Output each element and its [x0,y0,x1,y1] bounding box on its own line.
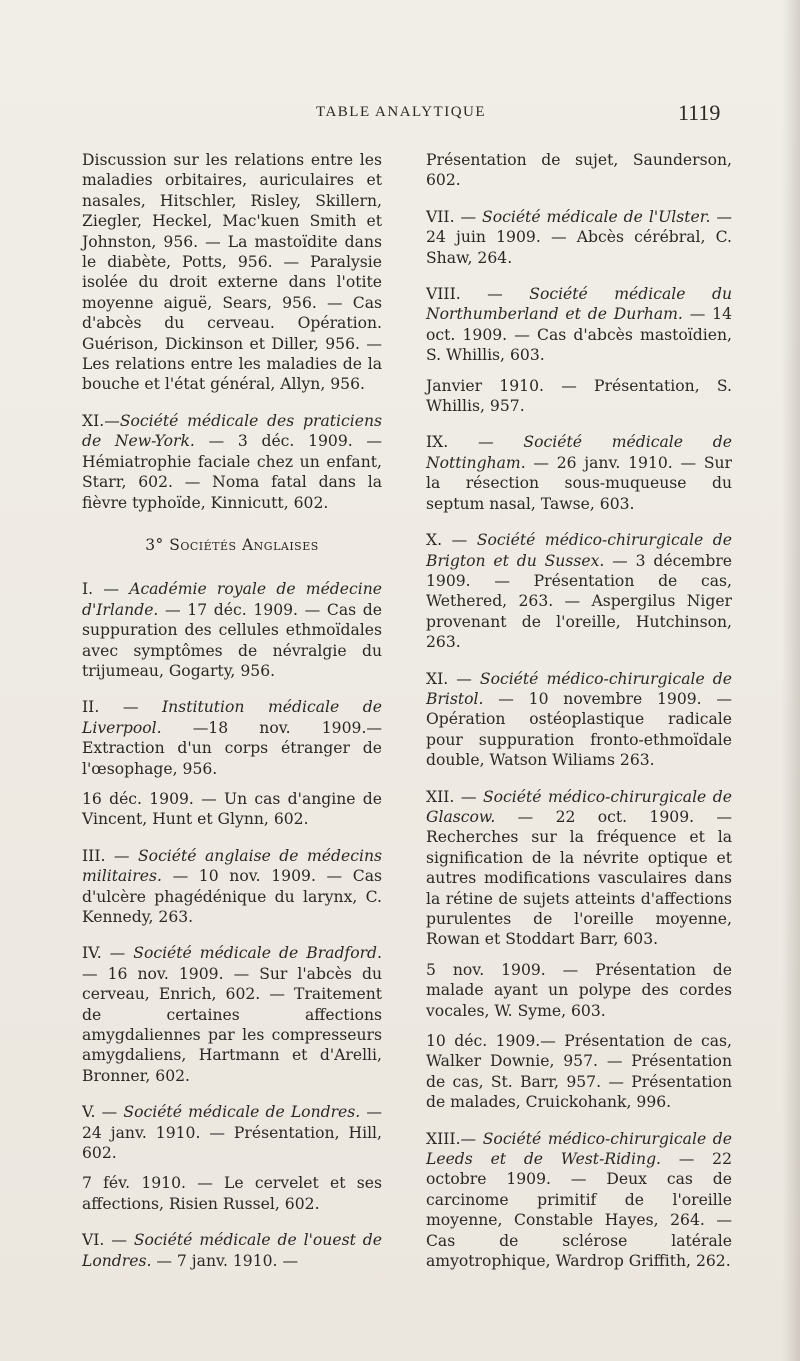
society-name: Société médicale de l'Ulster. [482,207,711,226]
entry-viii-continued: Janvier 1910. — Présentation, S. Whillis, 957. [426,376,732,416]
page-edge-shadow [782,0,800,1361]
entry-number: VIII. — [426,285,530,304]
entry-number: XII. — [426,787,483,806]
entry-number: VII. — [426,207,483,226]
left-column [82,150,382,1287]
society-name: Société médico-chirurgicale de Glascow. [426,787,732,826]
entry-number: X. — [426,531,477,550]
entry-number: II. — [82,698,162,717]
entry-discussion: Discussion sur les relations entre les maladies orbitaires, auriculaires et nasales, Hitschler, Risley, Skillern, Ziegler, Heckel, Mac'kuen Smith et Johnston, 956. — La mastoïdite dans le diabète, Potts, 956. — Paralysie isolée du droit externe dans l'otite moyenne aiguë, Sears, 956. — Cas d'abcès du cerveau. Opération. Guérison, Dickinson et Diller, 956. — Les relations entre les maladies de la bouche et l'état général, Allyn, 956. [82,151,382,394]
society-name: Société médicale de Bradford. [133,944,382,963]
entry-body: — 24 janv. 1910. — Présentation, Hill, 602. [82,1103,382,1163]
entry-xiii-leeds [426,1129,732,1272]
section-heading: 3° Sociétés Anglaises [145,535,319,554]
entry-body: — 22 oct. 1909. — Recherches sur la fréquence et la signification de la névrite optique et autres modifications vasculaires dans la rétine de sujets atteints d'affections purulentes de l'oreille moyenne, Rowan et Stoddart Barr, 603. [426,807,732,949]
society-name: Institution médicale de Liverpool. [82,698,382,737]
entry-body: — 10 novembre 1909. — Opération ostéoplastique radicale pour suppuration fronto-ethmoïdale double, Watson Wiliams 263. [426,689,732,770]
entry-ii-liverpool [82,697,382,779]
entry-iv-bradford [82,943,382,1086]
page-number: 1119 [678,100,721,125]
society-name: Société médico-chirurgicale de Leeds et de West-Riding. [426,1129,732,1169]
society-name: Société médicale du Northumberland et de Durham. [426,285,732,324]
entry-i-irlande [82,579,382,681]
society-name: Société médicale des praticiens de New-York. [82,411,382,451]
page-header [0,100,800,134]
entry-vi-continued: Présentation de sujet, Saunderson, 602. [426,151,732,190]
entry-number: XIII.— [426,1129,483,1148]
society-name: Académie royale de médecine d'Irlande. [82,580,382,619]
society-name: Société médicale de Londres. [123,1103,361,1122]
entry-viii-northumberland [426,284,732,366]
society-name: Société médico-chirurgicale de Brigton et du Sussex. [426,531,732,570]
entry-v-londres-continued: 7 fév. 1910. — Le cervelet et ses affections, Risien Russel, 602. [82,1174,382,1213]
entry-number: V. — [82,1103,124,1122]
entry-iii-militaires [82,846,382,928]
entry-body: — 14 oct. 1909. — Cas d'abcès mastoïdien, S. Whillis, 603. [426,305,732,365]
entry-body: — 3 décembre 1909. — Présentation de cas, Wethered, 263. — Aspergilus Niger provenant de l'oreille, Hutchinson, 263. [426,551,733,652]
entry-number: XI. — [426,669,480,688]
society-name: Société médicale de Nottingham. [426,433,732,472]
entry-xii-continued-2: 10 déc. 1909.— Présentation de cas, Walker Downie, 957. — Présentation de cas, St. Barr, 957. — Présentation de malades, Cruickohank, 996. [426,1032,732,1112]
entry-body: — 22 octobre 1909. — Deux cas de carcinome primitif de l'oreille moyenne, Constable Hayes, 264. — Cas de sclérose latérale amyotrophique, Wardrop Griffith, 262. [426,1150,732,1271]
entry-x-brigton [426,530,732,652]
entry-body: — 16 nov. 1909. — Sur l'abcès du cerveau, Enrich, 602. — Traitement de certaines affections amygdaliennes par les compresseurs amygdaliens, Hartmann et d'Arelli, Bronner, 602. [82,964,382,1085]
entry-xi-new-york [82,411,382,513]
entry-vii-ulster [426,207,732,268]
society-name: Société médicale de l'ouest de Londres. [82,1231,382,1270]
entry-number: VI. — [82,1231,134,1250]
entry-number: III. — [82,846,138,865]
entry-ii-liverpool-continued: 16 déc. 1909. — Un cas d'angine de Vincent, Hunt et Glynn, 602. [82,789,382,829]
entry-xii-continued-1: 5 nov. 1909. — Présentation de malade ayant un polype des cordes vocales, W. Syme, 603. [426,960,732,1020]
running-title: TABLE ANALYTIQUE [316,104,487,120]
entry-body: — 26 janv. 1910. — Sur la résection sous-muqueuse du septum nasal, Tawse, 603. [426,453,732,513]
society-name: Société médico-chirurgicale de Bristol. [426,669,732,708]
entry-number: IV. — [82,944,134,963]
entry-vi-ouest-londres [82,1230,382,1271]
entry-ix-nottingham [426,432,732,514]
entry-xi-bristol [426,669,732,771]
entry-v-londres [82,1102,382,1163]
entry-body: —18 nov. 1909.— Extraction d'un corps étranger de l'œsophage, 956. [82,718,382,778]
entry-number: XI.— [82,411,120,430]
entry-body: — 7 janv. 1910. — [151,1251,299,1270]
entry-body: — 24 juin 1909. — Abcès cérébral, C. Shaw, 264. [426,207,732,267]
right-column [426,150,732,1288]
society-name: Société anglaise de médecins militaires. [82,846,382,886]
entry-body: — 3 déc. 1909. — Hémiatrophie faciale chez un enfant, Starr, 602. — Noma fatal dans la fièvre typhoïde, Kinnicutt, 602. [82,432,382,512]
entry-number: IX. — [426,433,524,452]
entry-body: — 17 déc. 1909. — Cas de suppuration des cellules ethmoïdales avec symptômes de névralgie du trijumeau, Gogarty, 956. [82,600,382,680]
entry-xii-glascow [426,787,732,950]
entry-body: — 10 nov. 1909. — Cas d'ulcère phagédénique du larynx, C. Kennedy, 263. [82,867,382,926]
entry-number: I. — [82,580,130,599]
